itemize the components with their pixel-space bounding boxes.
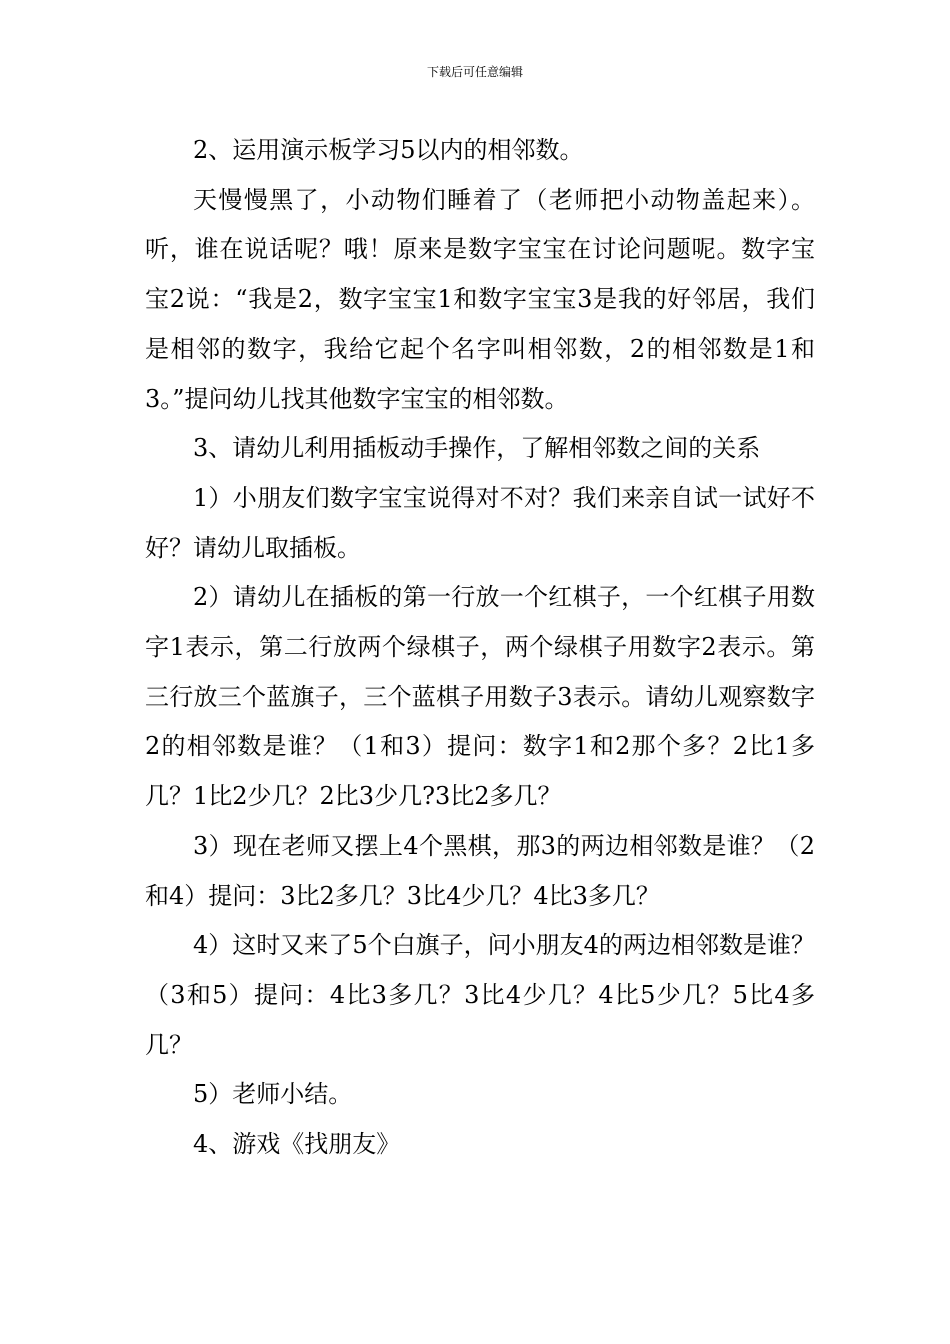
section-heading-2: 2、运用演示板学习5以内的相邻数。 xyxy=(193,136,584,164)
step-2-paragraph: 2）请幼儿在插板的第一行放一个红棋子，一个红棋子用数字1表示，第二行放两个绿棋子，两个绿棋子用数字2表示。第三行放三个蓝旗子，三个蓝棋子用数子3表示。请幼儿观察数字2的相邻数是谁？（1和3）提问：数字1和2那个多？2比1多几？1比2少几？2比3少几?3比2多几？ xyxy=(145,583,815,811)
page-header-watermark: 下载后可任意编辑 xyxy=(426,65,523,79)
step-1-paragraph: 1）小朋友们数字宝宝说得对不对？我们来亲自试一试好不好？请幼儿取插板。 xyxy=(145,483,815,562)
section-heading-3: 3、请幼儿利用插板动手操作，了解相邻数之间的关系 xyxy=(193,434,761,463)
story-paragraph: 天慢慢黑了，小动物们睡着了（老师把小动物盖起来）。听，谁在说话呢？哦！原来是数字宝宝在讨论问题呢。数字宝宝2说：“我是2，数字宝宝1和数字宝宝3是我的好邻居，我们是相邻的数字，我给它起个名字叫相邻数，2的相邻数是1和3。”提问幼儿找其他数字宝宝的相邻数。 xyxy=(145,185,815,413)
step-3-paragraph: 3）现在老师又摆上4个黑棋，那3的两边相邻数是谁？（2和4）提问：3比2多几？3比4少几？4比3多几？ xyxy=(145,831,815,910)
document-body xyxy=(145,126,815,1170)
step-4-paragraph: 4）这时又来了5个白旗子，问小朋友4的两边相邻数是谁？（3和5）提问：4比3多几？3比4少几？4比5少几？5比4多几？ xyxy=(145,931,815,1059)
section-heading-4: 4、游戏《找朋友》 xyxy=(193,1130,401,1159)
step-5-paragraph: 5）老师小结。 xyxy=(193,1080,353,1109)
